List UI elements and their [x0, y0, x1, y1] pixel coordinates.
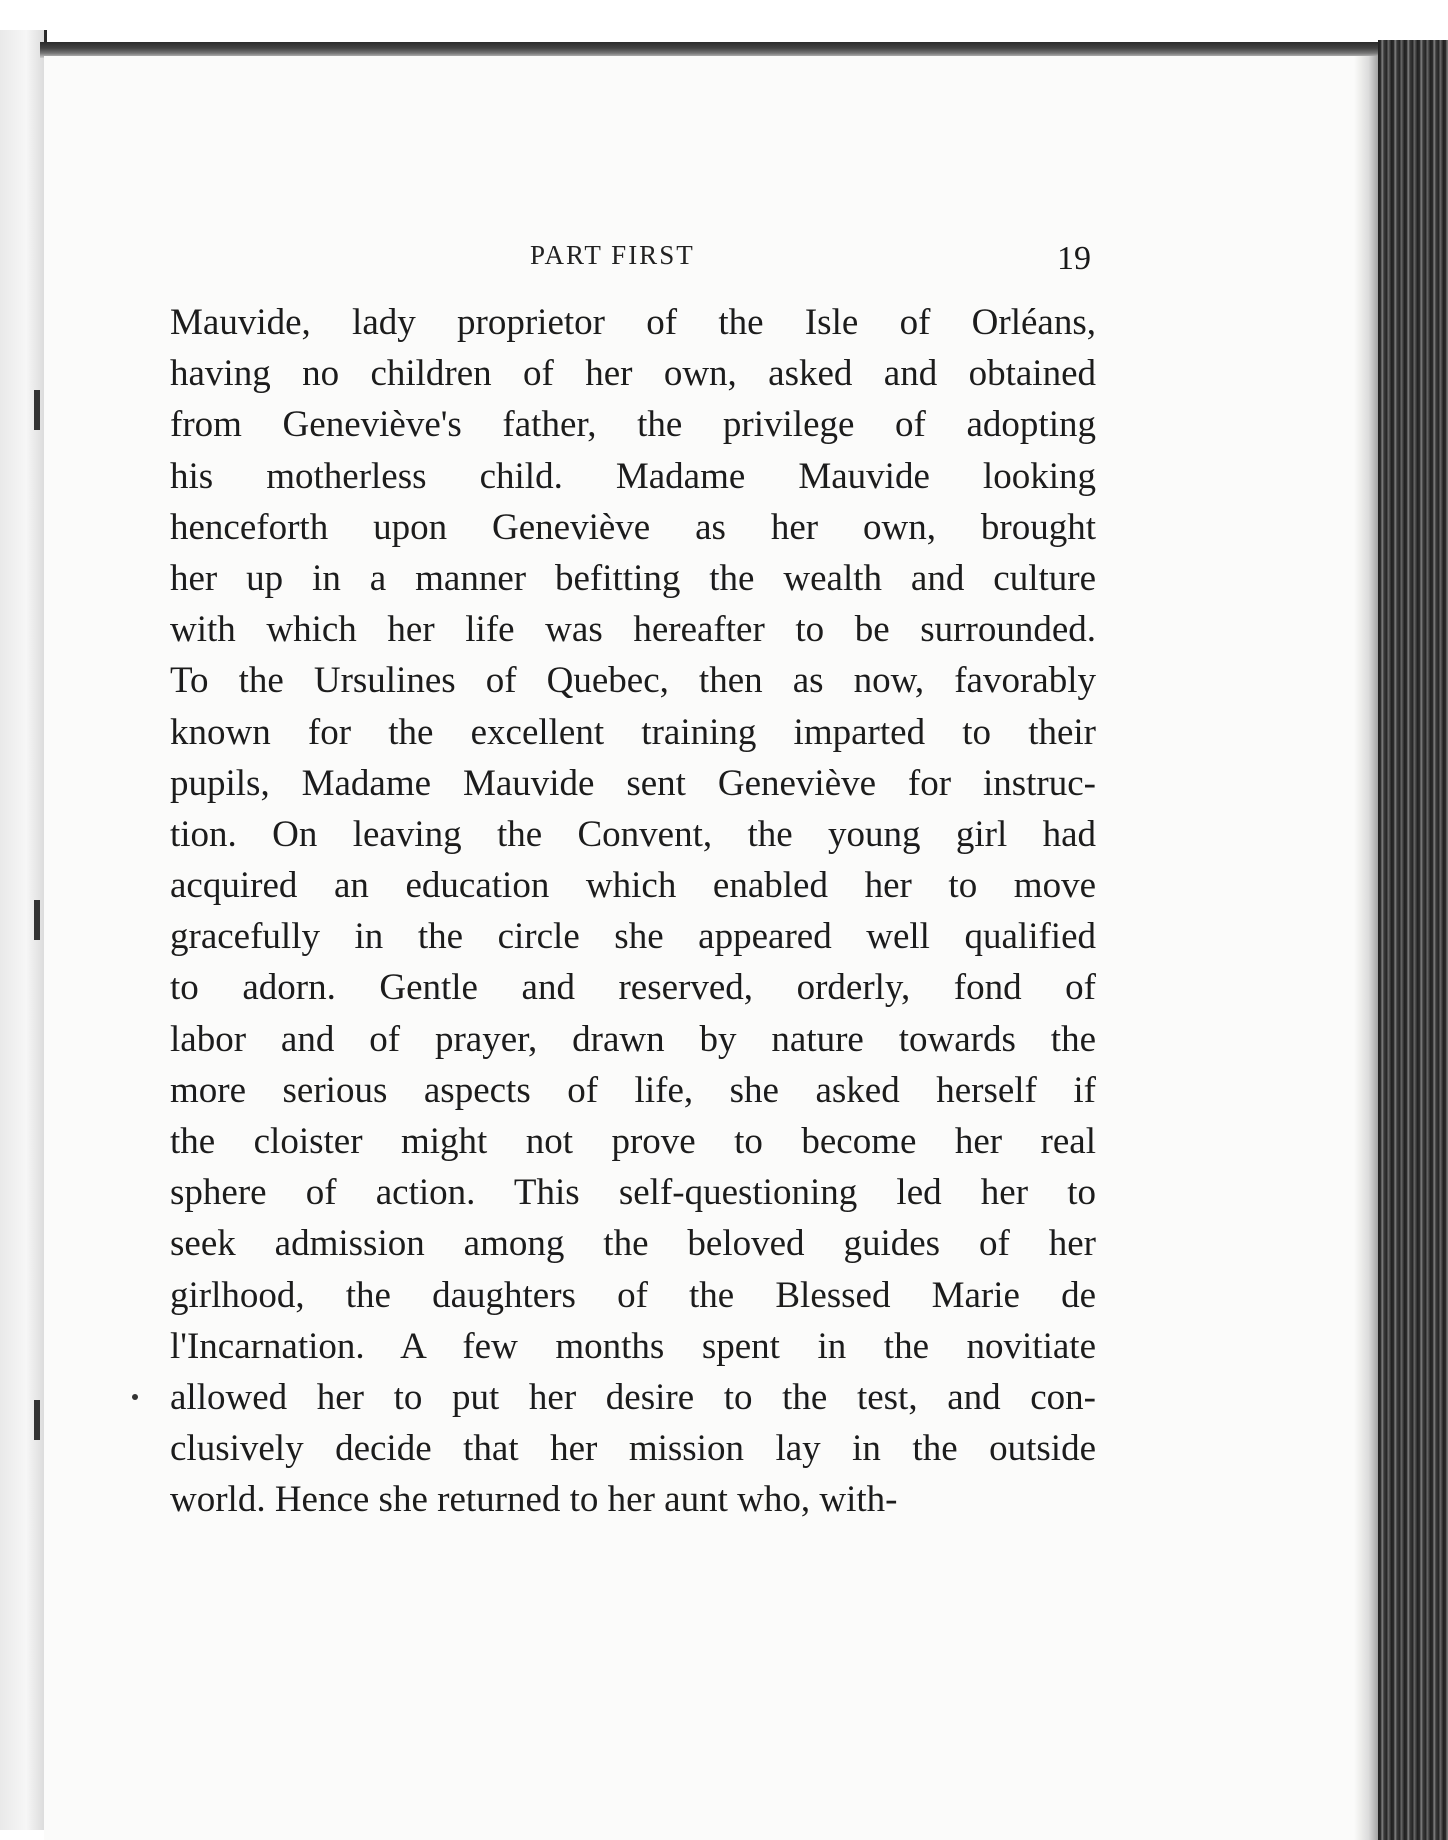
text-line: to adorn. Gentle and reserved, orderly, fond of	[170, 967, 1096, 1009]
text-line: girlhood, the daughters of the Blessed Marie de	[170, 1274, 1096, 1316]
margin-mark	[34, 900, 40, 940]
text-line: his motherless child. Madame Mauvide looking	[170, 455, 1096, 497]
text-line: To the Ursulines of Quebec, then as now, favorably	[170, 660, 1096, 702]
text-line: sphere of action. This self-questioning led her to	[170, 1172, 1096, 1214]
text-line: her up in a manner befitting the wealth and culture	[170, 557, 1096, 599]
text-line: more serious aspects of life, she asked herself if	[170, 1069, 1096, 1111]
margin-mark	[34, 390, 40, 430]
text-line: henceforth upon Geneviève as her own, brought	[170, 506, 1096, 548]
text-line: allowed her to put her desire to the test, and con-	[170, 1376, 1096, 1418]
text-line: pupils, Madame Mauvide sent Geneviève for instruc-	[170, 762, 1096, 804]
text-line: l'Incarnation. A few months spent in the novitiate	[170, 1325, 1096, 1367]
text-line: Mauvide, lady proprietor of the Isle of Orléans,	[170, 302, 1096, 343]
running-head: PART FIRST	[530, 240, 695, 270]
text-line: acquired an education which enabled her to move	[170, 865, 1096, 907]
text-line: gracefully in the circle she appeared well qualified	[170, 916, 1096, 958]
text-line: seek admission among the beloved guides of her	[170, 1223, 1096, 1265]
text-line: known for the excellent training imparted to their	[170, 711, 1096, 753]
ink-speck	[132, 1394, 138, 1400]
text-line: with which her life was hereafter to be surrounded.	[170, 609, 1096, 651]
page-stack-edge	[1378, 40, 1448, 1840]
text-line: clusively decide that her mission lay in the outside	[170, 1428, 1096, 1470]
text-line: tion. On leaving the Convent, the young girl had	[170, 813, 1096, 855]
margin-mark	[34, 1400, 40, 1440]
adjacent-page-edge	[0, 30, 47, 1830]
text-line: world. Hence she returned to her aunt who, with-	[170, 1479, 898, 1521]
text-line: from Geneviève's father, the privilege of adopting	[170, 404, 1096, 446]
text-line: the cloister might not prove to become her real	[170, 1121, 1096, 1162]
page-number: 19	[1057, 240, 1091, 277]
text-line: having no children of her own, asked and obtained	[170, 353, 1096, 395]
text-line: labor and of prayer, drawn by nature towards the	[170, 1018, 1096, 1060]
body-text	[170, 297, 1096, 1526]
page-shadow	[1354, 56, 1378, 1840]
